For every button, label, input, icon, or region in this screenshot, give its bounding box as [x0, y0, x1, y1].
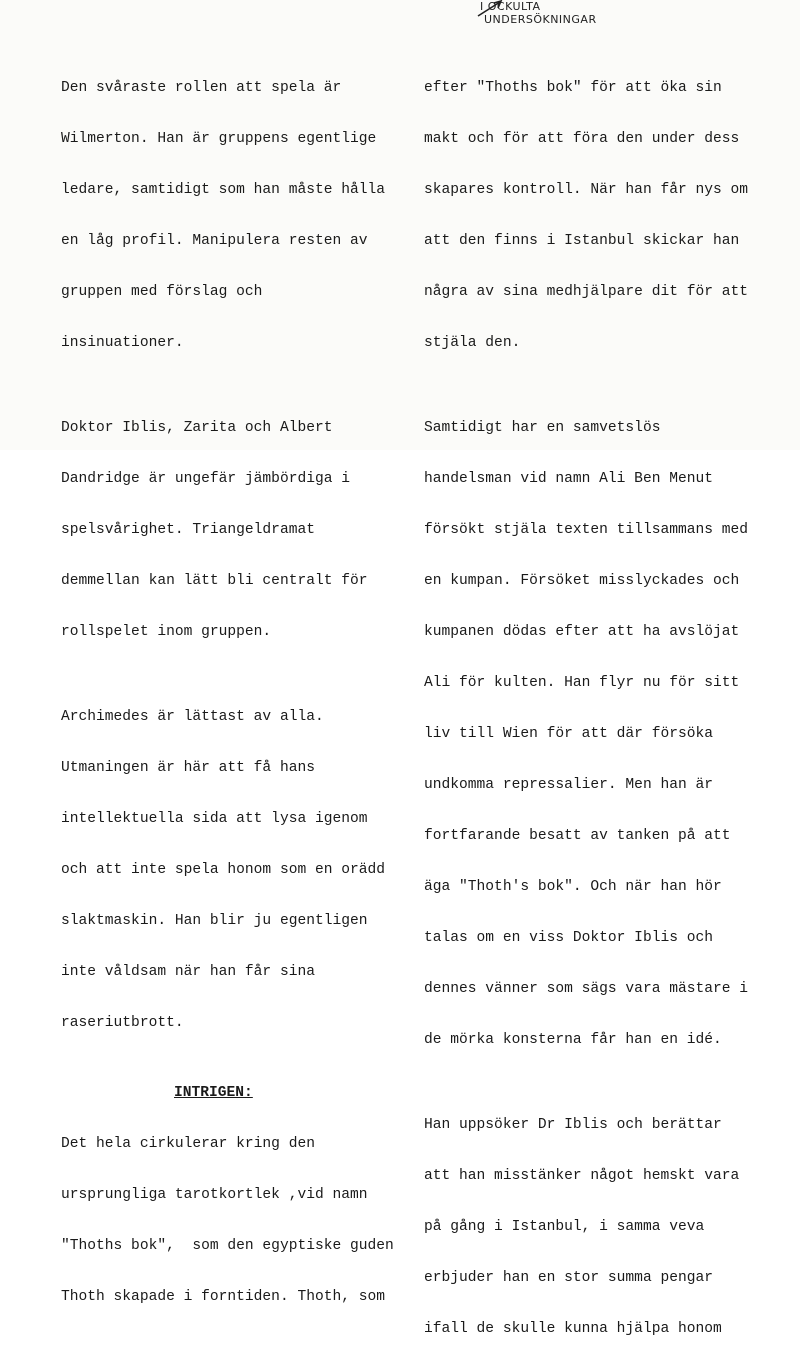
spacer [61, 1066, 411, 1083]
paragraph-iblis [61, 386, 411, 675]
right-column [424, 46, 800, 1372]
annotation-line-2: UNDERSÖKNINGAR [484, 13, 597, 26]
text-line: Archimedes är lättast av alla. [61, 709, 324, 725]
text-line: ursprungliga tarotkortlek ,vid namn [61, 1187, 368, 1203]
paragraph-thoths-bok [424, 46, 800, 386]
paragraph-ali-ben-menut [424, 386, 800, 1083]
text-line: och att inte spela honom som en orädd [61, 862, 386, 878]
text-line: några av sina medhjälpare dit för att [424, 284, 749, 300]
text-line: spelsvårighet. Triangeldramat [61, 522, 315, 538]
text-line: att den finns i Istanbul skickar han [424, 233, 740, 249]
text-line: efter "Thoths bok" för att öka sin [424, 80, 722, 96]
text-line: gruppen med förslag och [61, 284, 263, 300]
annotation-line-1: I OCKULTA [480, 0, 541, 13]
text-line: Utmaningen är här att få hans [61, 760, 315, 776]
text-line: Wilmerton. Han är gruppens egentlige [61, 131, 377, 147]
paragraph-intrigen [61, 1102, 411, 1340]
text-line: Dandridge är ungefär jämbördiga i [61, 471, 351, 487]
text-line: intellektuella sida att lysa igenom [61, 811, 368, 827]
paragraph-archimedes [61, 675, 411, 1066]
text-line: dennes vänner som sägs vara mästare i [424, 981, 749, 997]
text-line: demmellan kan lätt bli centralt för [61, 573, 368, 589]
left-column [61, 46, 411, 1340]
text-line: rollspelet inom gruppen. [61, 624, 272, 640]
text-line: kumpanen dödas efter att ha avslöjat [424, 624, 740, 640]
text-line: försökt stjäla texten tillsammans med [424, 522, 749, 538]
handwritten-annotation [470, 0, 670, 32]
text-line: stjäla den. [424, 335, 521, 351]
text-line: handelsman vid namn Ali Ben Menut [424, 471, 714, 487]
paragraph-wilmerton [61, 46, 411, 386]
text-line: Ali för kulten. Han flyr nu för sitt [424, 675, 740, 691]
text-line: att han misstänker något hemskt vara [424, 1168, 740, 1184]
text-line: de mörka konsterna får han en idé. [424, 1032, 722, 1048]
text-line: ifall de skulle kunna hjälpa honom [424, 1321, 722, 1337]
text-line: skapares kontroll. När han får nys om [424, 182, 749, 198]
text-line: raseriutbrott. [61, 1015, 184, 1031]
text-line: Samtidigt har en samvetslös [424, 420, 661, 436]
text-line: liv till Wien för att där försöka [424, 726, 714, 742]
text-line: på gång i Istanbul, i samma veva [424, 1219, 705, 1235]
text-line: en kumpan. Försöket misslyckades och [424, 573, 740, 589]
text-line: Thoth skapade i forntiden. Thoth, som [61, 1289, 386, 1305]
text-line: inte våldsam när han får sina [61, 964, 315, 980]
text-line: undkomma repressalier. Men han är [424, 777, 714, 793]
paragraph-dr-iblis [424, 1083, 800, 1372]
section-heading: INTRIGEN: [174, 1085, 253, 1101]
text-line: slaktmaskin. Han blir ju egentligen [61, 913, 368, 929]
text-line: äga "Thoth's bok". Och när han hör [424, 879, 722, 895]
text-line: Doktor Iblis, Zarita och Albert [61, 420, 333, 436]
text-line: makt och för att föra den under dess [424, 131, 740, 147]
text-line: ledare, samtidigt som han måste hålla [61, 182, 386, 198]
text-line: en låg profil. Manipulera resten av [61, 233, 368, 249]
text-line: "Thoths bok", som den egyptiske guden [61, 1238, 394, 1254]
text-line: erbjuder han en stor summa pengar [424, 1270, 714, 1286]
text-line: Det hela cirkulerar kring den [61, 1136, 315, 1152]
text-line: Den svåraste rollen att spela är [61, 80, 342, 96]
text-line: fortfarande besatt av tanken på att [424, 828, 731, 844]
text-line: talas om en viss Doktor Iblis och [424, 930, 714, 946]
text-line: Han uppsöker Dr Iblis och berättar [424, 1117, 722, 1133]
text-line: insinuationer. [61, 335, 184, 351]
